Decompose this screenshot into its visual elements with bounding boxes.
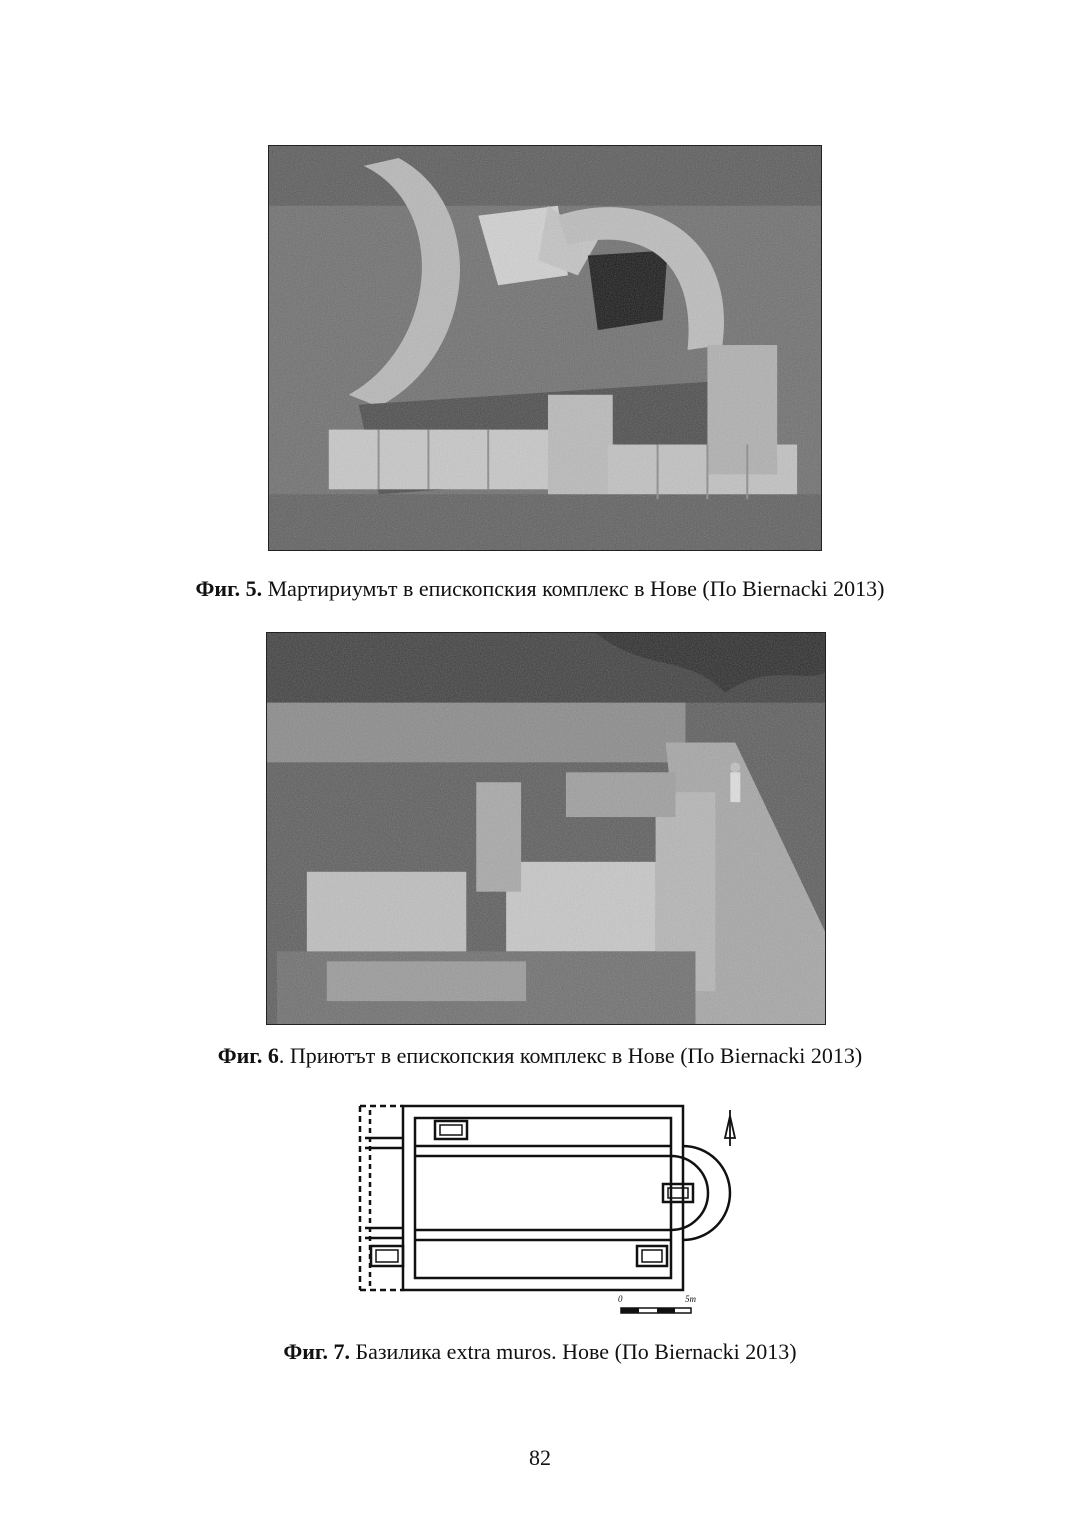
scale-bar	[621, 1308, 691, 1313]
figure-7-text: Базилика extra muros. Нове (По Biernacki 2013)	[349, 1339, 797, 1364]
scale-end-label: 5m	[685, 1294, 696, 1304]
figure-5-photo	[268, 145, 822, 551]
figure-5-caption	[0, 575, 1080, 603]
figure-7-label: Фиг. 7.	[283, 1339, 350, 1364]
figure-5-label: Фиг. 5.	[195, 576, 263, 601]
figure-6-photo	[266, 632, 826, 1025]
figure-6-caption	[0, 1042, 1080, 1070]
figure-5-text: Мартириумът в епископския комплекс в Нове (По Biernacki 2013)	[262, 576, 885, 601]
figure-7-caption	[0, 1338, 1080, 1366]
north-arrow-icon	[725, 1110, 735, 1146]
figure-6-text: . Приютът в епископския комплекс в Нове (По Biernacki 2013)	[278, 1043, 863, 1068]
scale-start-label: 0	[618, 1294, 623, 1304]
figure-7-basilica-plan	[345, 1098, 745, 1318]
page-number: 82	[529, 1445, 551, 1470]
figure-6-label: Фиг. 6	[217, 1043, 279, 1068]
